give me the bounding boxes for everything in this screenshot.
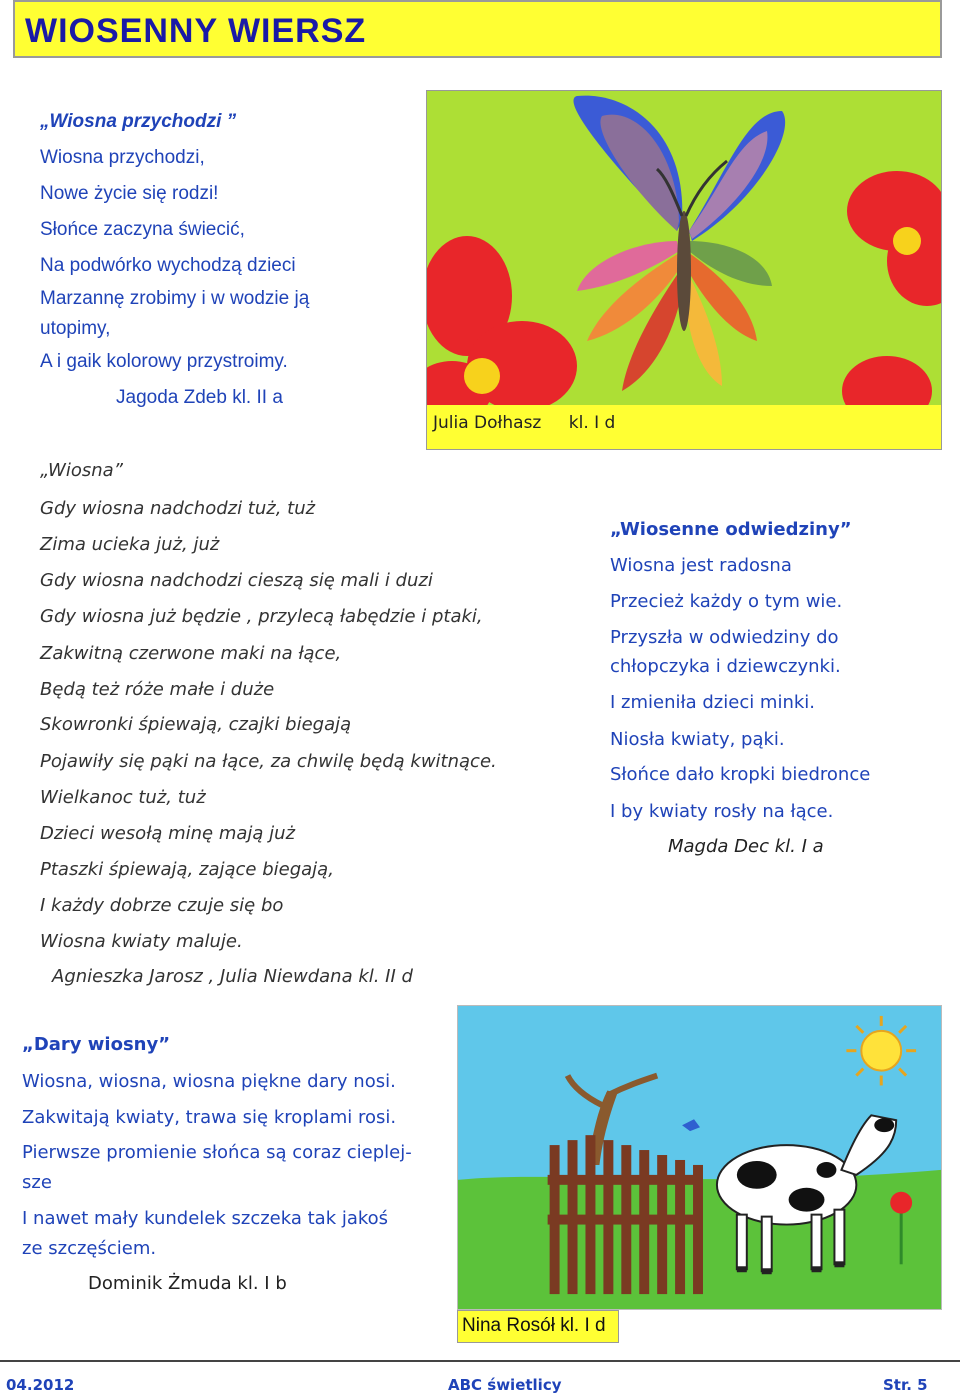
poem-line: Wielkanoc tuż, tuż (40, 787, 206, 808)
poem-line: Słońce zaczyna świecić, (40, 219, 245, 240)
poem-author: Magda Dec kl. I a (668, 836, 824, 857)
poem-line: Ptaszki śpiewają, zające biegają, (40, 859, 334, 880)
poem-line: Wiosna przychodzi, (40, 147, 205, 168)
poem-line: utopimy, (40, 318, 111, 339)
poem-line: I nawet mały kundelek szczeka tak jakoś (22, 1208, 389, 1229)
poem-title: „Wiosna przychodzi ” (40, 111, 237, 132)
footer-publication: ABC świetlicy (448, 1376, 562, 1394)
caption-class: kl. I d (568, 413, 616, 433)
page-footer (0, 1360, 960, 1398)
poem-title: „Dary wiosny” (22, 1034, 171, 1055)
caption-author: Julia Dołhasz (433, 413, 542, 433)
poem-line: Wiosna jest radosna (610, 555, 792, 576)
poem-author: Agnieszka Jarosz , Julia Niewdana kl. II d (52, 966, 413, 987)
poem-line: Zakwitną czerwone maki na łące, (40, 643, 342, 664)
poem-title: „Wiosna” (40, 460, 123, 481)
poem-line: Skowronki śpiewają, czajki biegają (40, 714, 352, 735)
poem-line: Pierwsze promienie słońca są coraz cieplej- (22, 1142, 412, 1163)
poem-line: sze (22, 1172, 52, 1193)
poem-line: ze szczęściem. (22, 1238, 157, 1259)
cow-drawing-figure (457, 1005, 942, 1343)
poem-line: Nowe życie się rodzi! (40, 183, 219, 204)
poem-line: Na podwórko wychodzą dzieci (40, 255, 296, 276)
poem-line: Gdy wiosna nadchodzi tuż, tuż (40, 498, 316, 519)
poem-line: Gdy wiosna już będzie , przylecą łabędzie i ptaki, (40, 606, 483, 627)
poem-author: Dominik Żmuda kl. I b (88, 1273, 287, 1294)
footer-date: 04.2012 (6, 1376, 75, 1394)
poem-line: I by kwiaty rosły na łące. (610, 801, 834, 822)
poem-line: I zmieniła dzieci minki. (610, 692, 816, 713)
page-title: WIOSENNY WIERSZ (25, 12, 367, 50)
poem-author: Jagoda Zdeb kl. II a (116, 387, 283, 408)
cow-drawing (457, 1005, 942, 1310)
poem-line: Przecież każdy o tym wie. (610, 591, 843, 612)
poem-line: Zakwitają kwiaty, trawa się kroplami rosi. (22, 1107, 397, 1128)
poem-line: Pojawiły się pąki na łące, za chwilę będą kwitnące. (40, 751, 497, 772)
poem-line: Gdy wiosna nadchodzi cieszą się mali i duzi (40, 570, 433, 591)
poem-line: Zima ucieka już, już (40, 534, 220, 555)
poem-line: chłopczyka i dziewczynki. (610, 656, 841, 677)
footer-divider (0, 1360, 960, 1362)
poem-line: A i gaik kolorowy przystroimy. (40, 351, 288, 372)
poem-dary-wiosny (0, 0, 460, 1320)
footer-page-number: Str. 5 (883, 1376, 928, 1394)
poem-line: Przyszła w odwiedziny do (610, 627, 839, 648)
cow-caption: Nina Rosół kl. I d (457, 1310, 619, 1343)
poem-line: Będą też róże małe i duże (40, 679, 275, 700)
poem-line: Niosła kwiaty, pąki. (610, 729, 785, 750)
poem-line: Wiosna kwiaty maluje. (40, 931, 243, 952)
poem-line: Wiosna, wiosna, wiosna piękne dary nosi. (22, 1071, 396, 1092)
poem-title: „Wiosenne odwiedziny” (610, 519, 852, 540)
poem-line: Marzannę zrobimy i w wodzie ją (40, 288, 310, 309)
poem-line: Dzieci wesołą minę mają już (40, 823, 296, 844)
poem-line: Słońce dało kropki biedronce (610, 764, 871, 785)
poem-line: I każdy dobrze czuje się bo (40, 895, 284, 916)
